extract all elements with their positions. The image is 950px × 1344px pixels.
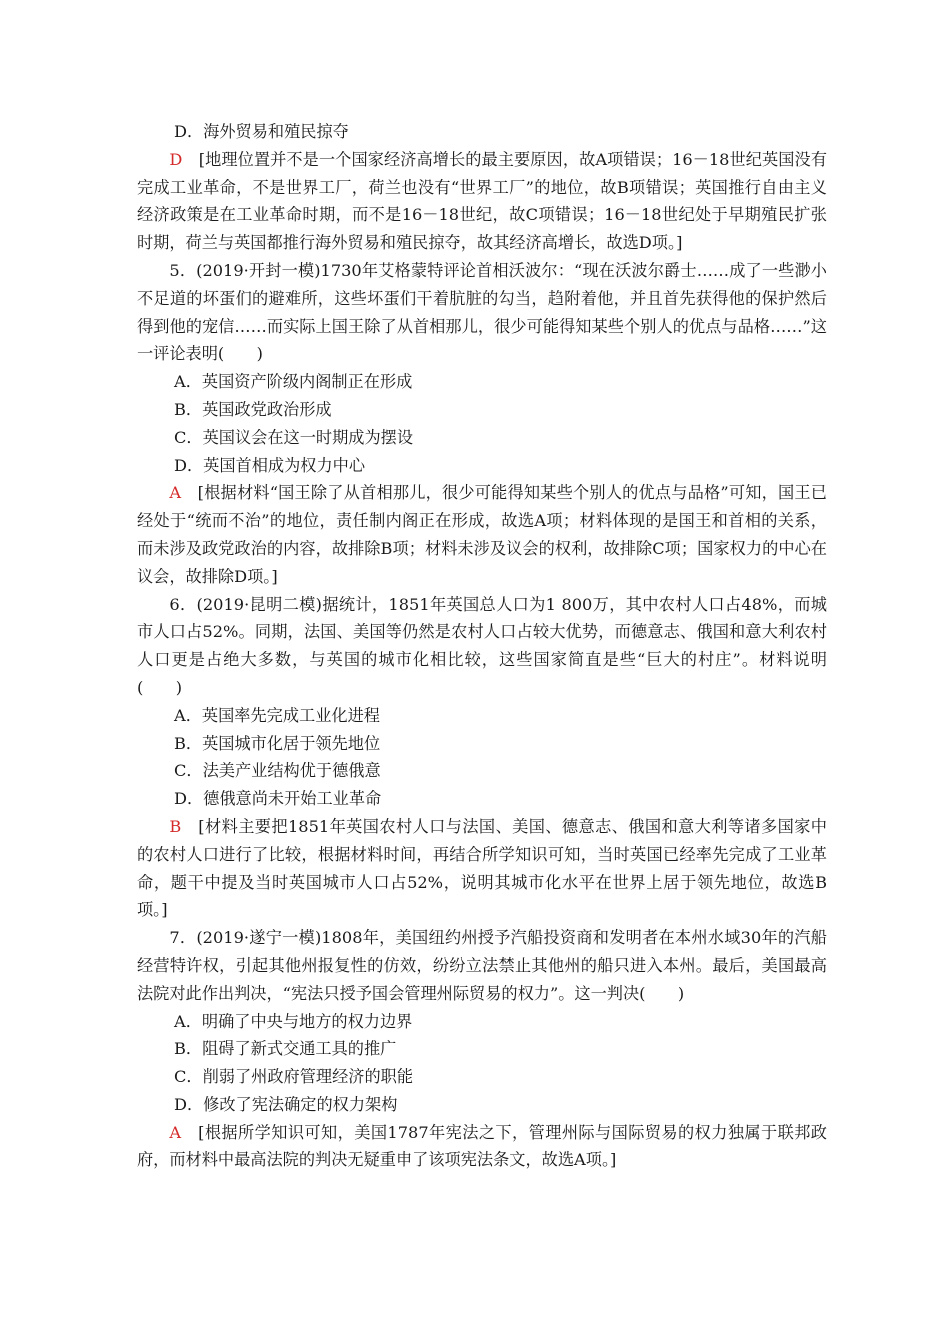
question-7-stem: 7．(2019·遂宁一模)1808年，美国纽约州授予汽船投资商和发明者在本州水域30年的汽船经营特许权，引起其他州报复性的仿效，纷纷立法禁止其他州的船只进入本州。最后，美国最高法院对此作出判决，“宪法只授予国会管理州际贸易的权力”。这一判决( ): [137, 928, 827, 1003]
option-d-q7: D．修改了宪法确定的权力架构: [174, 1094, 398, 1114]
option-c-q5: C．英国议会在这一时期成为摆设: [174, 427, 414, 447]
question-5-stem: 5．(2019·开封一模)1730年艾格蒙特评论首相沃波尔：“现在沃波尔爵士……成了一些渺小不足道的坏蛋们的避难所，这些坏蛋们干着肮脏的勾当，趋附着他，并且首先获得他的保护然后得到他的宠信……而实际上国王除了从首相那儿，很少可能得知某些个别人的优点与品格……”这一评论表明( ): [137, 260, 827, 364]
option-b-q7: B．阻碍了新式交通工具的推广: [174, 1039, 397, 1059]
option-a-q6: A．英国率先完成工业化进程: [174, 705, 380, 725]
answer-letter: A: [169, 483, 182, 503]
answer-explanation-q5: [137, 479, 827, 590]
answer-text: [根据材料“国王除了从首相那儿，很少可能得知某些个别人的优点与品格”可知，国王已经处于“统而不治”的地位，责任制内阁正在形成，故选A项；材料体现的是国王和首相的关系，而未涉及政党政治的内容，故排除B项；材料未涉及议会的权利，故排除C项；国家权力的中心在议会，故排除D项。]: [137, 483, 827, 586]
option-a-q5: A．英国资产阶级内阁制正在形成: [174, 372, 413, 392]
document-page: [137, 118, 827, 1174]
answer-text: [材料主要把1851年英国农村人口与法国、美国、德意志、俄国和意大利等诸多国家中的农村人口进行了比较，根据材料时间，再结合所学知识可知，当时英国已经率先完成了工业革命，题干中提及当时英国城市人口占52%，说明其城市化水平在世界上居于领先地位，故选B项。]: [137, 816, 827, 920]
answer-text: [根据所学知识可知，美国1787年宪法之下，管理州际与国际贸易的权力独属于联邦政府，而材料中最高法院的判决无疑重申了该项宪法条文，故选A项。]: [137, 1122, 827, 1170]
option-b-q6: B．英国城市化居于领先地位: [174, 733, 381, 753]
option-d-q5: D．英国首相成为权力中心: [174, 455, 366, 475]
answer-explanation-q4: [137, 146, 827, 257]
question-6-stem: 6．(2019·昆明二模)据统计，1851年英国总人口为1 800万，其中农村人口占48%，而城市人口占52%。同期，法国、美国等仍然是农村人口占较大优势，而德意志、俄国和意大利农村人口更是占绝大多数，与英国的城市化相比较，这些国家简直是些“巨大的村庄”。材料说明( ): [137, 594, 827, 697]
answer-text: [地理位置并不是一个国家经济高增长的最主要原因，故A项错误；16－18世纪英国没有完成工业革命，不是世界工厂，荷兰也没有“世界工厂”的地位，故B项错误；英国推行自由主义经济政策是在工业革命时期，而不是16－18世纪，故C项错误；16－18世纪处于早期殖民扩张时期，荷兰与英国都推行海外贸易和殖民掠夺，故其经济高增长，故选D项。]: [137, 149, 828, 253]
option-c-q7: C．削弱了州政府管理经济的职能: [174, 1067, 414, 1087]
answer-letter: A: [169, 1122, 182, 1142]
option-a-q7: A．明确了中央与地方的权力边界: [174, 1011, 413, 1031]
answer-explanation-q7: [137, 1119, 827, 1175]
option-c-q6: C．法美产业结构优于德俄意: [174, 761, 381, 781]
answer-letter: B: [169, 816, 182, 836]
option-d-q4: D．海外贸易和殖民掠夺: [174, 122, 349, 141]
option-b-q5: B．英国政党政治形成: [174, 399, 332, 419]
answer-explanation-q6: [137, 813, 827, 924]
answer-letter: D: [169, 149, 183, 169]
option-d-q6: D．德俄意尚未开始工业革命: [174, 789, 382, 809]
